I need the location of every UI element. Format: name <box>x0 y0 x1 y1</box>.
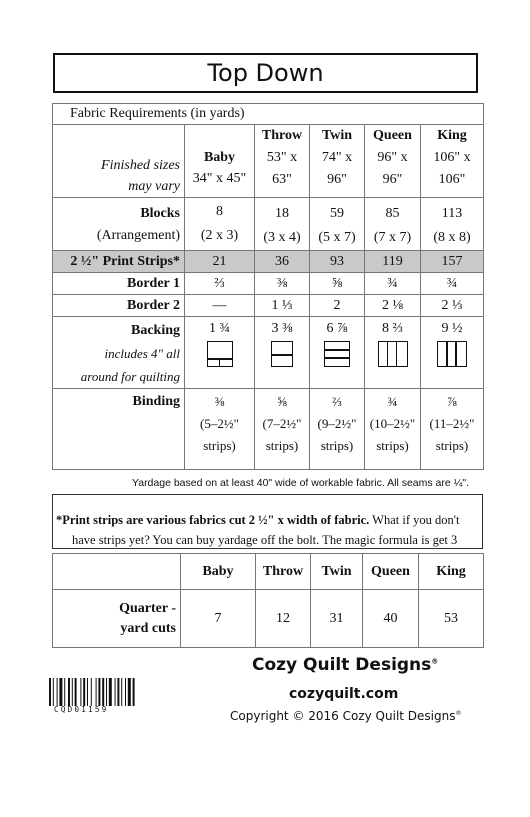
border2-cell: 1 ⅓ <box>255 295 310 317</box>
blocks-label: Blocks (Arrangement) <box>53 198 185 251</box>
backing-cell: 8 ⅔ <box>365 317 421 389</box>
print-strips-cell: 157 <box>421 251 484 273</box>
table-title: Fabric Requirements (in yards) <box>53 104 484 125</box>
backing-layout-throw-icon <box>271 341 293 367</box>
border2-cell: — <box>185 295 255 317</box>
border2-cell: 2 ⅓ <box>421 295 484 317</box>
backing-cell: 1 ¾ <box>185 317 255 389</box>
barcode <box>49 678 160 706</box>
finished-sizes-label: Finished sizes may vary <box>53 125 185 198</box>
border1-label: Border 1 <box>53 273 185 295</box>
barcode-bar <box>102 678 104 706</box>
backing-cell: 6 ⅞ <box>310 317 365 389</box>
copyright: Copyright © 2016 Cozy Quilt Designs® <box>230 709 462 723</box>
quarter-header-cell: King <box>419 554 484 590</box>
quarter-value-cell: 31 <box>311 590 363 648</box>
yardage-note: Yardage based on at least 40" wide of workable fabric. All seams are ¼". <box>132 477 470 489</box>
barcode-bar <box>64 678 65 706</box>
blocks-cell: 113 (8 x 8) <box>421 198 484 251</box>
throw-header-cell: Throw 53" x 63" <box>255 125 310 198</box>
barcode-bar <box>59 678 62 706</box>
print-strips-note: *Print strips are various fabrics cut 2 ½" x width of fabric. What if you don't have strips yet? You can buy yardage off the bolt. The magic formula is get 3 <box>52 494 483 549</box>
border1-cell: ⅔ <box>185 273 255 295</box>
fabric-requirements-table <box>52 103 484 470</box>
quarter-yard-table <box>52 553 484 648</box>
print-strips-cell: 93 <box>310 251 365 273</box>
binding-cell: ⅝ (7–2½" strips) <box>255 389 310 470</box>
blocks-cell: 8 (2 x 3) <box>185 198 255 251</box>
backing-layout-king-icon <box>437 341 467 367</box>
quarter-header-cell: Throw <box>256 554 311 590</box>
queen-header-cell: Queen 96" x 96" <box>365 125 421 198</box>
website-link[interactable]: cozyquilt.com <box>289 686 399 702</box>
border2-label: Border 2 <box>53 295 185 317</box>
baby-header-cell: Baby 34" x 45" <box>185 125 255 198</box>
quarter-header-cell: Queen <box>363 554 419 590</box>
twin-header-cell: Twin 74" x 96" <box>310 125 365 198</box>
print-strips-cell: 36 <box>255 251 310 273</box>
quarter-header-cell: Baby <box>181 554 256 590</box>
quarter-header-blank <box>53 554 181 590</box>
binding-label: Binding <box>53 389 185 470</box>
barcode-bar <box>83 678 85 706</box>
barcode-bar <box>80 678 81 706</box>
barcode-bar <box>72 678 73 706</box>
brand-name: Cozy Quilt Designs® <box>252 655 439 675</box>
blocks-cell: 18 (3 x 4) <box>255 198 310 251</box>
king-header-cell: King 106" x 106" <box>421 125 484 198</box>
backing-layout-queen-icon <box>378 341 408 367</box>
binding-cell: ⅔ (9–2½" strips) <box>310 389 365 470</box>
blocks-cell: 59 (5 x 7) <box>310 198 365 251</box>
barcode-text: CQD01159 <box>54 705 109 714</box>
backing-cell: 9 ½ <box>421 317 484 389</box>
barcode-bar <box>128 678 131 706</box>
quarter-value-cell: 7 <box>181 590 256 648</box>
barcode-bar <box>68 678 70 706</box>
quarter-value-cell: 53 <box>419 590 484 648</box>
border2-cell: 2 <box>310 295 365 317</box>
quarter-value-cell: 12 <box>256 590 311 648</box>
barcode-bar <box>109 678 112 706</box>
binding-cell: ¾ (10–2½" strips) <box>365 389 421 470</box>
quarter-header-cell: Twin <box>311 554 363 590</box>
barcode-bar <box>117 678 119 706</box>
blocks-cell: 85 (7 x 7) <box>365 198 421 251</box>
border1-cell: ⅜ <box>255 273 310 295</box>
backing-layout-twin-icon <box>324 341 350 367</box>
barcode-bar <box>75 678 77 706</box>
print-strips-cell: 21 <box>185 251 255 273</box>
quarter-value-cell: 40 <box>363 590 419 648</box>
barcode-bar <box>53 678 54 706</box>
barcode-bar <box>115 678 116 706</box>
barcode-bar <box>133 678 135 706</box>
barcode-bar <box>125 678 126 706</box>
backing-layout-baby-icon <box>207 341 233 367</box>
print-strips-cell: 119 <box>365 251 421 273</box>
barcode-bar <box>106 678 107 706</box>
barcode-bar <box>57 678 58 706</box>
print-strips-label: 2 ½" Print Strips* <box>53 251 185 273</box>
border2-cell: 2 ⅛ <box>365 295 421 317</box>
barcode-bar <box>91 678 92 706</box>
border1-cell: ¾ <box>421 273 484 295</box>
barcode-bar <box>87 678 88 706</box>
border1-cell: ⅝ <box>310 273 365 295</box>
binding-cell: ⅞ (11–2½" strips) <box>421 389 484 470</box>
barcode-bar <box>98 678 100 706</box>
backing-label: Backing includes 4" all around for quilting <box>53 317 185 389</box>
barcode-bar <box>96 678 97 706</box>
barcode-bar <box>121 678 122 706</box>
border1-cell: ¾ <box>365 273 421 295</box>
backing-cell: 3 ⅜ <box>255 317 310 389</box>
pattern-title: Top Down <box>53 53 478 93</box>
quarter-yard-label: Quarter - yard cuts <box>53 590 181 648</box>
binding-cell: ⅜ (5–2½" strips) <box>185 389 255 470</box>
barcode-bar <box>49 678 51 706</box>
